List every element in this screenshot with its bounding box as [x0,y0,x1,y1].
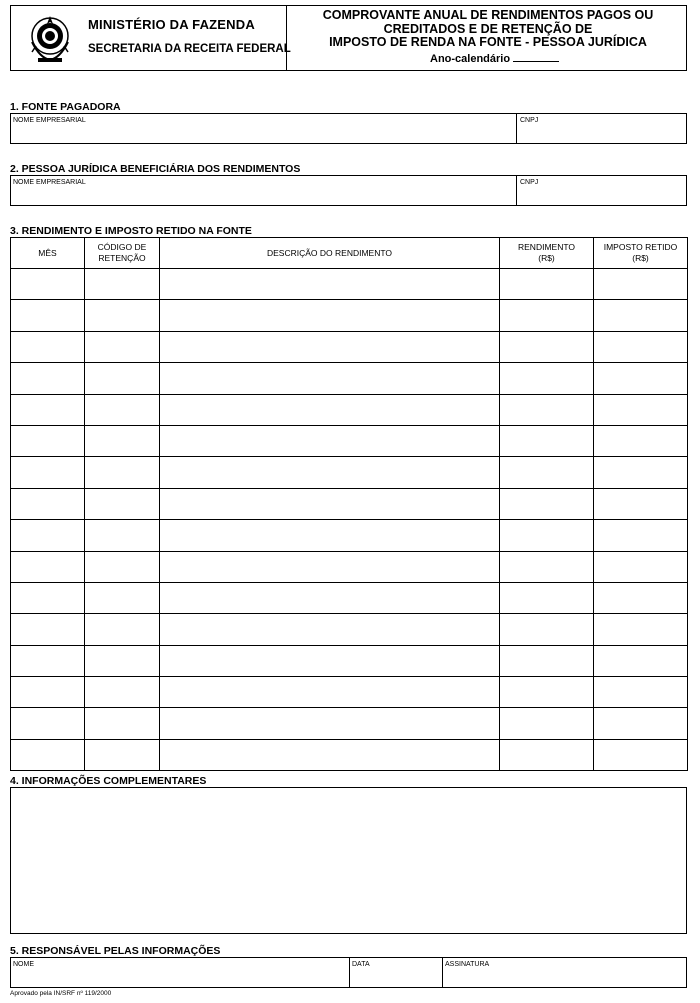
imposto-cell[interactable] [594,363,688,394]
table-body [11,269,688,771]
rendimento-cell[interactable] [500,425,594,456]
codigo-cell[interactable] [85,394,160,425]
mes-cell[interactable] [11,677,85,708]
rendimento-cell[interactable] [500,551,594,582]
divider [516,114,517,143]
column-header-rendimento: RENDIMENTO (R$) [500,238,594,269]
ano-calendario-field[interactable] [513,52,559,62]
codigo-cell[interactable] [85,551,160,582]
codigo-cell[interactable] [85,614,160,645]
codigo-cell[interactable] [85,269,160,300]
section-2-heading: 2. PESSOA JURÍDICA BENEFICIÁRIA DOS RENDIMENTOS [10,163,301,175]
imposto-cell[interactable] [594,457,688,488]
imposto-cell[interactable] [594,677,688,708]
imposto-cell[interactable] [594,269,688,300]
codigo-cell[interactable] [85,677,160,708]
rendimento-cell[interactable] [500,488,594,519]
secretariat-name: SECRETARIA DA RECEITA FEDERAL [88,43,291,55]
mes-cell[interactable] [11,582,85,613]
table-row [11,708,688,739]
descricao-cell[interactable] [160,677,500,708]
codigo-cell[interactable] [85,645,160,676]
document-title [300,9,676,50]
imposto-cell[interactable] [594,708,688,739]
section-3-heading: 3. RENDIMENTO E IMPOSTO RETIDO NA FONTE [10,225,252,237]
table-row [11,520,688,551]
rendimento-cell[interactable] [500,614,594,645]
descricao-cell[interactable] [160,363,500,394]
imposto-cell[interactable] [594,300,688,331]
table-row [11,488,688,519]
rendimento-cell[interactable] [500,677,594,708]
approval-note: Aprovado pela IN/SRF nº 119/2000 [10,990,112,997]
section-1-box [10,113,687,144]
divider [349,958,350,987]
divider [516,176,517,205]
mes-cell[interactable] [11,457,85,488]
descricao-cell[interactable] [160,520,500,551]
descricao-cell[interactable] [160,614,500,645]
mes-cell[interactable] [11,520,85,551]
document-title-line-2: CREDITADOS E DE RETENÇÃO DE [383,21,593,36]
descricao-cell[interactable] [160,300,500,331]
ano-calendario-label: Ano-calendário [430,53,511,65]
mes-cell[interactable] [11,300,85,331]
imposto-cell[interactable] [594,488,688,519]
complementary-info-field[interactable] [10,787,687,934]
rendimento-cell[interactable] [500,363,594,394]
income-table [10,237,688,771]
descricao-cell[interactable] [160,457,500,488]
imposto-cell[interactable] [594,425,688,456]
rendimento-cell[interactable] [500,331,594,362]
column-header-descricao: DESCRIÇÃO DO RENDIMENTO [160,238,500,269]
imposto-cell[interactable] [594,331,688,362]
mes-cell[interactable] [11,645,85,676]
table-row [11,269,688,300]
imposto-cell[interactable] [594,739,688,770]
rendimento-cell[interactable] [500,582,594,613]
mes-cell[interactable] [11,551,85,582]
codigo-cell[interactable] [85,331,160,362]
descricao-cell[interactable] [160,394,500,425]
mes-cell[interactable] [11,363,85,394]
rendimento-cell[interactable] [500,394,594,425]
mes-cell[interactable] [11,614,85,645]
imposto-cell[interactable] [594,394,688,425]
rendimento-cell[interactable] [500,457,594,488]
descricao-cell[interactable] [160,269,500,300]
table-row [11,363,688,394]
imposto-cell[interactable] [594,645,688,676]
descricao-cell[interactable] [160,488,500,519]
mes-cell[interactable] [11,394,85,425]
rendimento-cell[interactable] [500,739,594,770]
table-row [11,677,688,708]
rendimento-cell[interactable] [500,708,594,739]
descricao-cell[interactable] [160,739,500,770]
descricao-cell[interactable] [160,425,500,456]
section-2-name-label: NOME EMPRESARIAL [13,179,86,186]
table-row [11,551,688,582]
data-label: DATA [352,961,370,968]
table-row [11,331,688,362]
section-4-heading: 4. INFORMAÇÕES COMPLEMENTARES [10,775,207,787]
descricao-cell[interactable] [160,582,500,613]
codigo-cell[interactable] [85,520,160,551]
imposto-cell[interactable] [594,582,688,613]
mes-cell[interactable] [11,488,85,519]
descricao-cell[interactable] [160,645,500,676]
table-row [11,739,688,770]
section-5-box [10,957,687,988]
rendimento-cell[interactable] [500,645,594,676]
table-row [11,614,688,645]
section-1-name-label: NOME EMPRESARIAL [13,117,86,124]
codigo-cell[interactable] [85,488,160,519]
codigo-cell[interactable] [85,708,160,739]
column-header-mes: MÊS [11,238,85,269]
rendimento-cell[interactable] [500,300,594,331]
table-row [11,645,688,676]
rendimento-cell[interactable] [500,520,594,551]
rendimento-cell[interactable] [500,269,594,300]
table-header-row [11,238,688,269]
section-1-cnpj-label: CNPJ [520,117,539,124]
document-title-line-3: IMPOSTO DE RENDA NA FONTE - PESSOA JURÍDICA [329,35,647,49]
ministry-name: MINISTÉRIO DA FAZENDA [88,17,255,32]
mes-cell[interactable] [11,739,85,770]
nome-label: NOME [13,961,34,968]
section-2-cnpj-label: CNPJ [520,179,539,186]
table-row [11,582,688,613]
assinatura-label: ASSINATURA [445,961,490,968]
table-row [11,457,688,488]
column-header-imposto: IMPOSTO RETIDO (R$) [594,238,688,269]
codigo-cell[interactable] [85,739,160,770]
divider [442,958,443,987]
coat-of-arms-icon [26,12,74,64]
codigo-cell[interactable] [85,300,160,331]
section-2-box [10,175,687,206]
table-row [11,425,688,456]
imposto-cell[interactable] [594,551,688,582]
document-title-line-1: COMPROVANTE ANUAL DE RENDIMENTOS PAGOS OU [322,8,654,22]
descricao-cell[interactable] [160,708,500,739]
mes-cell[interactable] [11,708,85,739]
table-row [11,300,688,331]
mes-cell[interactable] [11,331,85,362]
ano-calendario [430,52,559,65]
section-5-heading: 5. RESPONSÁVEL PELAS INFORMAÇÕES [10,945,221,957]
imposto-cell[interactable] [594,614,688,645]
section-1-heading: 1. FONTE PAGADORA [10,101,121,113]
codigo-cell[interactable] [85,425,160,456]
codigo-cell[interactable] [85,582,160,613]
table-row [11,394,688,425]
descricao-cell[interactable] [160,331,500,362]
imposto-cell[interactable] [594,520,688,551]
column-header-codigo: CÓDIGO DE RETENÇÃO [85,238,160,269]
codigo-cell[interactable] [85,457,160,488]
mes-cell[interactable] [11,425,85,456]
codigo-cell[interactable] [85,363,160,394]
descricao-cell[interactable] [160,551,500,582]
mes-cell[interactable] [11,269,85,300]
